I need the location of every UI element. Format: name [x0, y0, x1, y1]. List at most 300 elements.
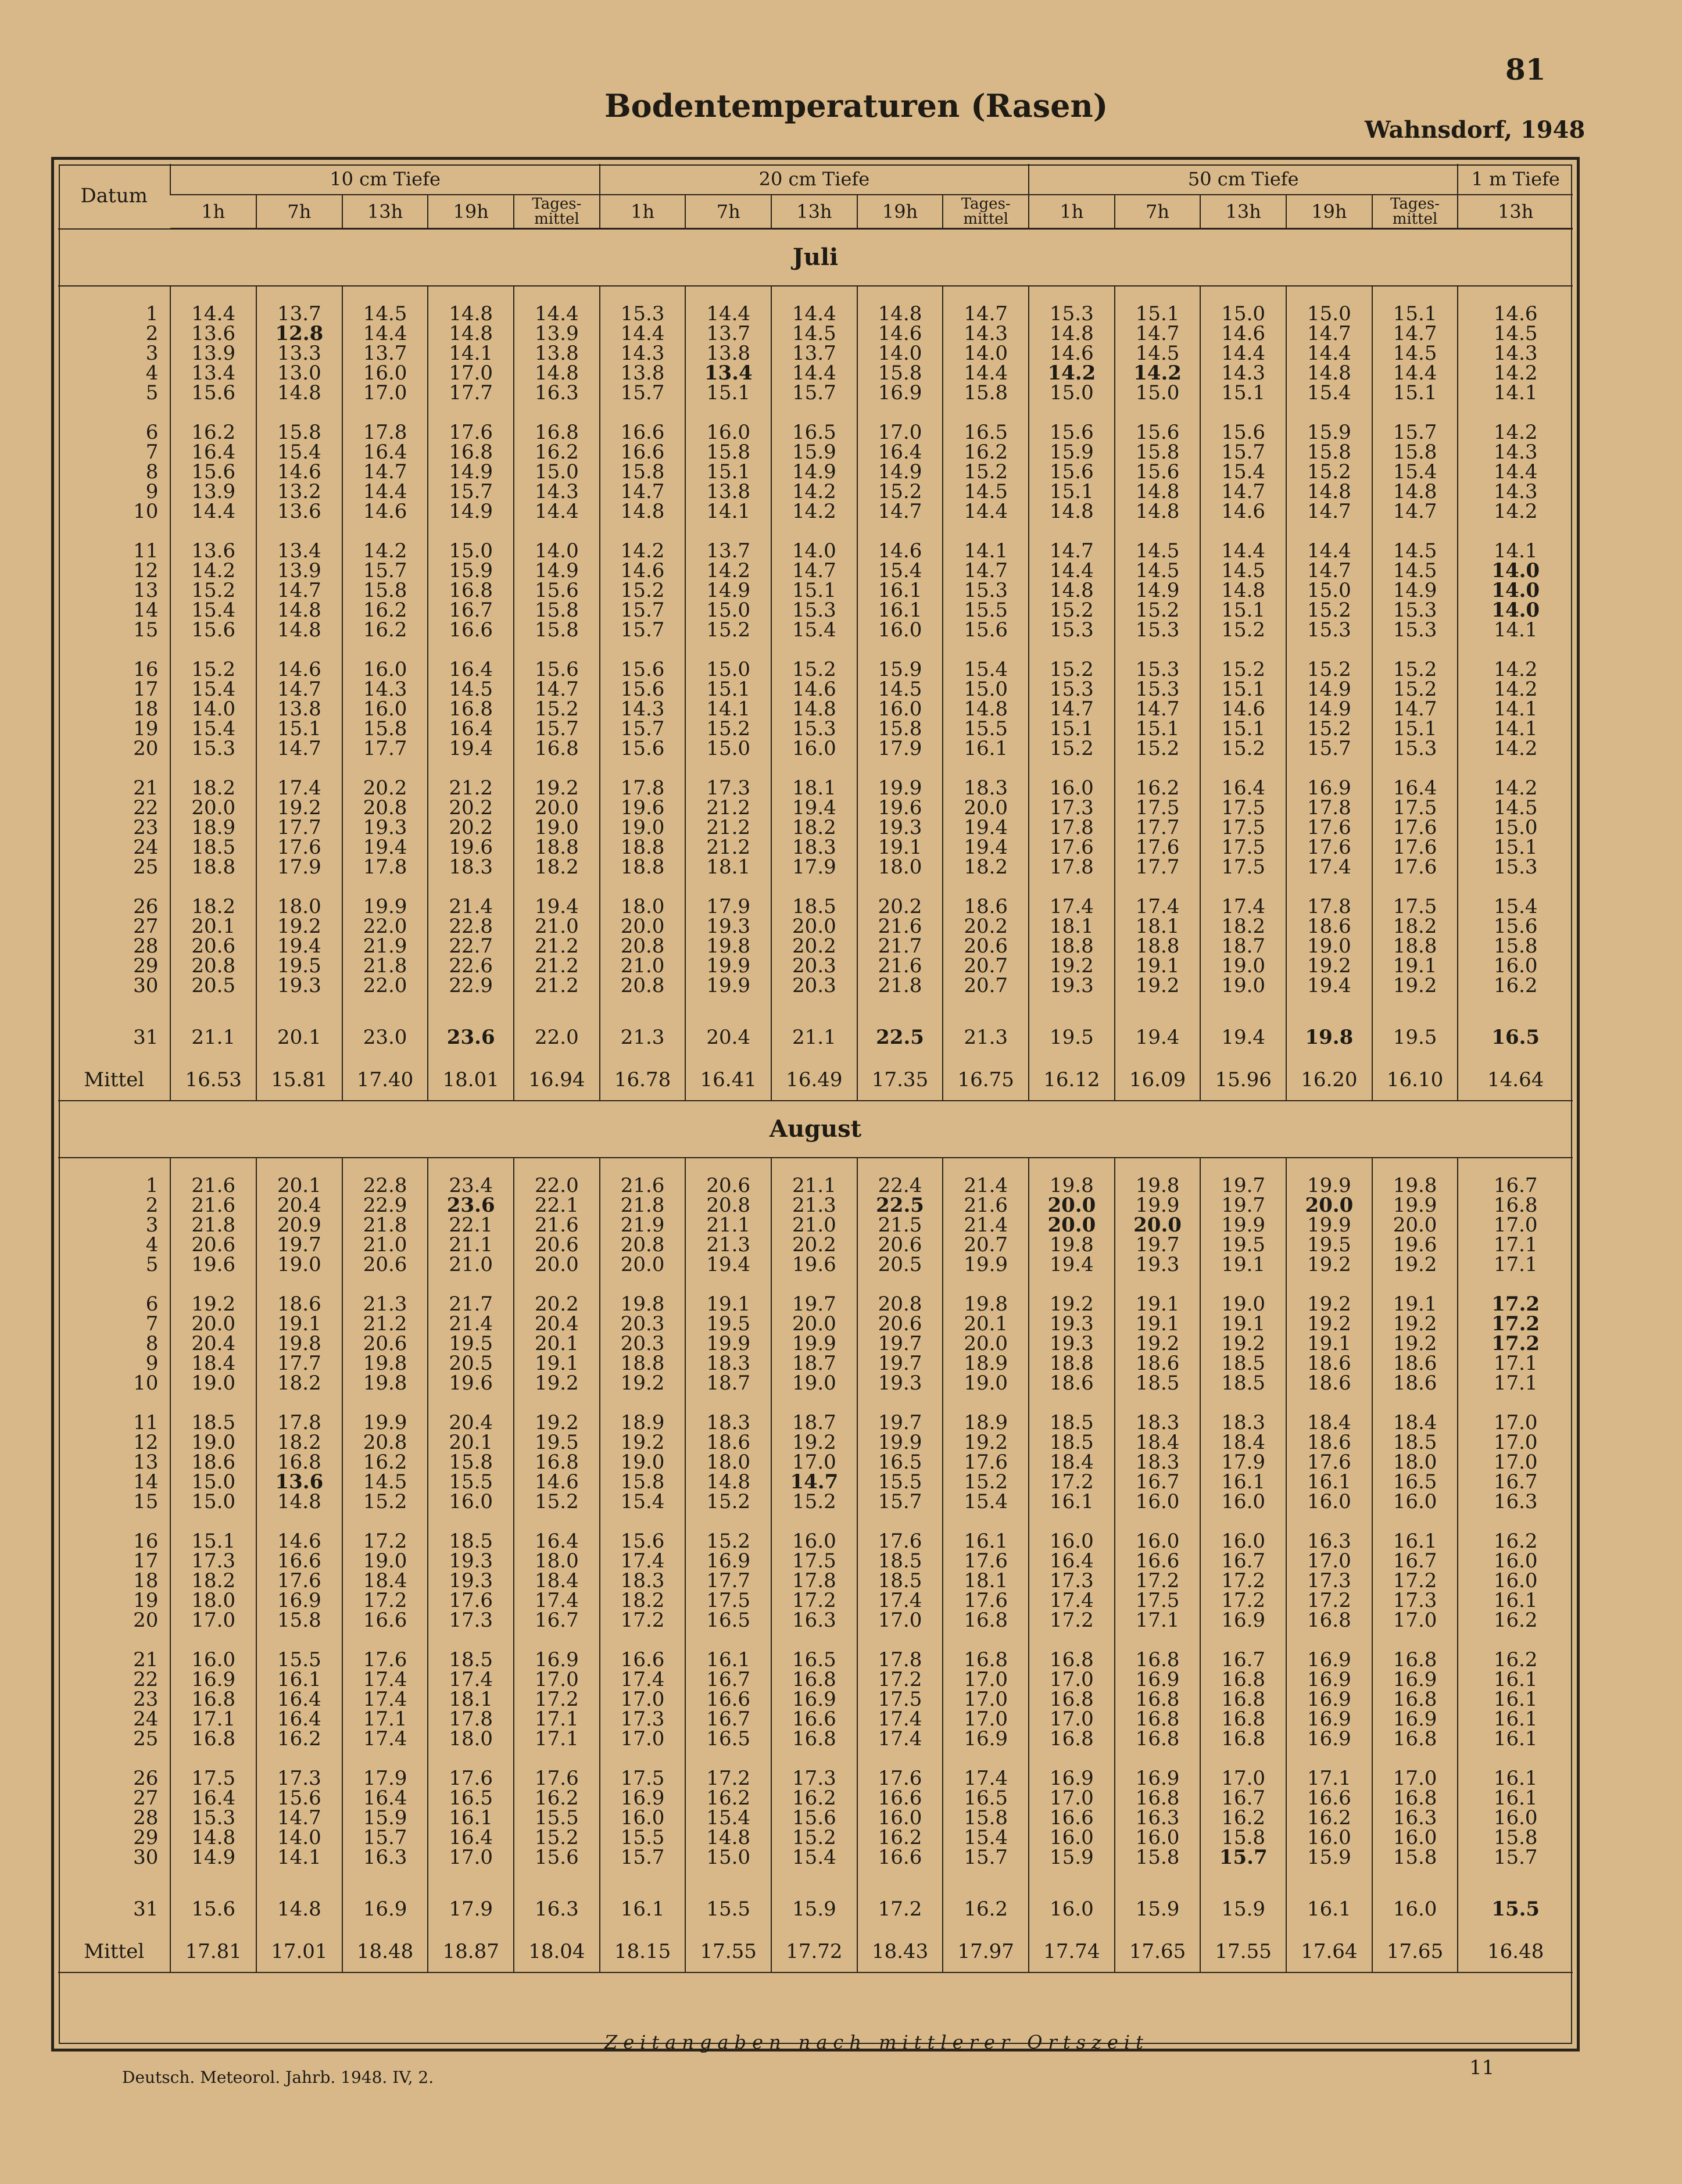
value-cell: 16.0	[342, 363, 428, 383]
mittel-row	[58, 1059, 1573, 1101]
value-cell: 17.6	[943, 1551, 1029, 1571]
value-cell: 16.0	[1458, 1808, 1573, 1828]
mittel-cell: 15.81	[256, 1059, 342, 1101]
value-cell: 16.5	[857, 1452, 943, 1472]
value-cell: 19.7	[1115, 1235, 1201, 1255]
value-cell: 15.0	[170, 1472, 256, 1492]
value-cell: 16.5	[1458, 1015, 1573, 1059]
value-cell: 17.6	[943, 1452, 1029, 1472]
value-cell: 14.7	[600, 482, 686, 502]
value-cell: 17.4	[342, 1670, 428, 1689]
value-cell: 17.2	[685, 1768, 771, 1788]
value-cell: 17.6	[857, 1768, 943, 1788]
value-cell: 14.4	[1200, 541, 1286, 561]
value-cell: 21.9	[342, 936, 428, 956]
value-cell: 17.8	[1286, 798, 1372, 818]
value-cell: 15.2	[943, 1472, 1029, 1492]
value-cell: 19.5	[1286, 1235, 1372, 1255]
value-cell: 17.7	[428, 383, 514, 403]
date-cell: 14	[133, 1470, 159, 1494]
value-cell: 18.5	[1200, 1354, 1286, 1373]
value-cell: 17.3	[256, 1768, 342, 1788]
value-cell: 18.5	[1029, 1433, 1115, 1452]
value-cell: 22.5	[857, 1195, 943, 1215]
value-cell: 22.5	[857, 1015, 943, 1059]
value-cell: 16.0	[1200, 1492, 1286, 1512]
value-cell: 21.2	[514, 936, 600, 956]
table-row	[58, 482, 1573, 502]
value-cell: 18.2	[600, 1591, 686, 1610]
value-cell: 16.9	[1286, 1650, 1372, 1670]
value-cell: 17.5	[1200, 837, 1286, 857]
value-cell: 19.3	[428, 1571, 514, 1591]
value-cell: 19.4	[1115, 1015, 1201, 1059]
value-cell: 14.0	[1458, 600, 1573, 620]
value-cell: 16.7	[685, 1709, 771, 1729]
value-cell: 17.2	[1458, 1334, 1573, 1354]
value-cell: 17.8	[771, 1571, 857, 1591]
value-cell: 15.4	[943, 660, 1029, 679]
value-cell: 21.3	[771, 1195, 857, 1215]
gap-row	[58, 1630, 1573, 1650]
value-cell: 20.2	[943, 916, 1029, 936]
table-row	[58, 897, 1573, 916]
value-cell: 14.5	[943, 482, 1029, 502]
value-cell: 16.1	[1458, 1768, 1573, 1788]
month-heading-row	[58, 1101, 1573, 1158]
value-cell: 18.2	[256, 1433, 342, 1452]
value-cell: 19.3	[256, 976, 342, 996]
value-cell: 14.9	[685, 581, 771, 600]
value-cell: 16.3	[342, 1848, 428, 1867]
value-cell: 19.3	[1029, 976, 1115, 996]
value-cell: 17.0	[943, 1709, 1029, 1729]
value-cell: 17.9	[342, 1768, 428, 1788]
value-cell: 17.9	[857, 739, 943, 758]
value-cell: 19.2	[1200, 1334, 1286, 1354]
table-row	[58, 837, 1573, 857]
value-cell: 14.6	[1200, 324, 1286, 343]
value-cell: 17.2	[514, 1689, 600, 1709]
station-label: Wahnsdorf, 1948	[1365, 116, 1586, 144]
value-cell: 19.5	[428, 1334, 514, 1354]
value-cell: 14.7	[1286, 561, 1372, 581]
value-cell: 20.4	[428, 1413, 514, 1433]
date-cell: 18	[133, 1569, 159, 1592]
value-cell: 17.6	[1029, 837, 1115, 857]
value-cell: 15.8	[857, 719, 943, 739]
value-cell: 19.2	[1286, 1294, 1372, 1314]
value-cell: 17.4	[943, 1768, 1029, 1788]
value-cell: 15.4	[771, 620, 857, 640]
value-cell: 15.9	[342, 1808, 428, 1828]
value-cell: 17.1	[1458, 1354, 1573, 1373]
value-cell: 17.5	[170, 1768, 256, 1788]
value-cell: 19.2	[1372, 1334, 1458, 1354]
value-cell: 15.0	[1115, 383, 1201, 403]
date-cell: 12	[133, 1431, 159, 1454]
date-cell: 2	[145, 1194, 159, 1217]
value-cell: 19.1	[857, 837, 943, 857]
mittel-cell: 14.64	[1458, 1059, 1573, 1101]
table-row	[58, 1294, 1573, 1314]
value-cell: 18.9	[943, 1413, 1029, 1433]
value-cell: 20.0	[943, 798, 1029, 818]
gap-row	[58, 521, 1573, 541]
value-cell: 19.0	[771, 1373, 857, 1393]
value-cell: 14.6	[1458, 304, 1573, 324]
value-cell: 15.7	[1372, 423, 1458, 442]
table-row	[58, 363, 1573, 383]
value-cell: 16.0	[1115, 1531, 1201, 1551]
value-cell: 15.8	[428, 1452, 514, 1472]
value-cell: 15.8	[1458, 936, 1573, 956]
value-cell: 15.2	[1372, 660, 1458, 679]
value-cell: 14.5	[1372, 561, 1458, 581]
value-cell: 19.2	[1115, 976, 1201, 996]
table-row	[58, 1373, 1573, 1393]
value-cell: 18.6	[1286, 1354, 1372, 1373]
group-header-50cm: 50 cm Tiefe	[1029, 164, 1458, 195]
value-cell: 17.2	[1200, 1591, 1286, 1610]
table-row	[58, 1571, 1573, 1591]
value-cell: 17.7	[685, 1571, 771, 1591]
value-cell: 15.3	[170, 739, 256, 758]
value-cell: 17.4	[600, 1670, 686, 1689]
value-cell: 16.9	[943, 1729, 1029, 1749]
value-cell: 16.9	[1286, 1689, 1372, 1709]
value-cell: 20.8	[600, 976, 686, 996]
value-cell: 18.2	[1372, 916, 1458, 936]
value-cell: 14.1	[1458, 383, 1573, 403]
date-cell: 13	[133, 1451, 159, 1474]
value-cell: 19.9	[857, 1433, 943, 1452]
value-cell: 16.9	[514, 1650, 600, 1670]
value-cell: 15.8	[1115, 442, 1201, 462]
value-cell: 16.8	[1115, 1709, 1201, 1729]
value-cell: 16.3	[1115, 1808, 1201, 1828]
value-cell: 16.1	[256, 1670, 342, 1689]
table-row	[58, 1215, 1573, 1235]
value-cell: 14.6	[1029, 343, 1115, 363]
value-cell: 14.8	[600, 502, 686, 521]
value-cell: 15.3	[1372, 739, 1458, 758]
value-cell: 14.7	[1200, 482, 1286, 502]
value-cell: 19.1	[1286, 1334, 1372, 1354]
value-cell: 13.6	[170, 324, 256, 343]
value-cell: 19.5	[256, 956, 342, 976]
value-cell: 14.7	[1372, 699, 1458, 719]
value-cell: 22.4	[857, 1176, 943, 1195]
value-cell: 17.0	[1029, 1670, 1115, 1689]
table-row	[58, 541, 1573, 561]
page-number: 81	[1505, 52, 1546, 87]
value-cell: 16.8	[1115, 1729, 1201, 1749]
value-cell: 20.1	[943, 1314, 1029, 1334]
value-cell: 15.9	[1286, 1848, 1372, 1867]
value-cell: 14.9	[1115, 581, 1201, 600]
value-cell: 17.9	[771, 857, 857, 877]
value-cell: 15.4	[857, 561, 943, 581]
value-cell: 18.6	[1286, 916, 1372, 936]
value-cell: 13.7	[342, 343, 428, 363]
value-cell: 19.4	[943, 818, 1029, 837]
value-cell: 16.1	[600, 1887, 686, 1931]
value-cell: 20.3	[600, 1314, 686, 1334]
value-cell: 14.8	[428, 324, 514, 343]
value-cell: 19.5	[685, 1314, 771, 1334]
value-cell: 15.5	[600, 1828, 686, 1848]
value-cell: 13.8	[685, 343, 771, 363]
mittel-cell: 17.40	[342, 1059, 428, 1101]
value-cell: 19.3	[685, 916, 771, 936]
value-cell: 15.4	[170, 600, 256, 620]
mittel-cell: 18.15	[600, 1931, 686, 1972]
value-cell: 15.9	[1115, 1887, 1201, 1931]
value-cell: 13.3	[256, 343, 342, 363]
value-cell: 16.5	[771, 423, 857, 442]
table-row	[58, 1314, 1573, 1334]
value-cell: 21.9	[600, 1215, 686, 1235]
value-cell: 15.2	[342, 1492, 428, 1512]
value-cell: 14.4	[170, 304, 256, 324]
table-row	[58, 1768, 1573, 1788]
value-cell: 21.2	[342, 1314, 428, 1334]
value-cell: 14.6	[256, 660, 342, 679]
value-cell: 17.5	[1115, 798, 1201, 818]
value-cell: 15.8	[342, 719, 428, 739]
mittel-cell: 16.12	[1029, 1059, 1115, 1101]
value-cell: 14.8	[1029, 502, 1115, 521]
date-cell: 3	[145, 342, 159, 365]
source-citation: Deutsch. Meteorol. Jahrb. 1948. IV, 2.	[122, 2068, 434, 2087]
value-cell: 15.8	[256, 1610, 342, 1630]
table-row	[58, 1729, 1573, 1749]
value-cell: 20.2	[342, 778, 428, 798]
value-cell: 19.9	[1372, 1195, 1458, 1215]
value-cell: 19.0	[600, 1452, 686, 1472]
value-cell: 19.3	[428, 1551, 514, 1571]
value-cell: 17.5	[1200, 857, 1286, 877]
value-cell: 22.8	[342, 1176, 428, 1195]
value-cell: 19.4	[256, 936, 342, 956]
value-cell: 14.5	[1458, 798, 1573, 818]
value-cell: 16.5	[943, 1788, 1029, 1808]
value-cell: 18.3	[685, 1354, 771, 1373]
value-cell: 14.7	[256, 679, 342, 699]
value-cell: 14.1	[685, 699, 771, 719]
value-cell: 15.4	[943, 1492, 1029, 1512]
value-cell: 14.7	[1115, 324, 1201, 343]
value-cell: 16.0	[771, 1531, 857, 1551]
value-cell: 16.4	[256, 1689, 342, 1709]
value-cell: 15.6	[514, 1848, 600, 1867]
table-row	[58, 343, 1573, 363]
date-cell: 9	[145, 1352, 159, 1375]
value-cell: 18.2	[1200, 916, 1286, 936]
value-cell: 16.0	[857, 699, 943, 719]
value-cell: 16.9	[1286, 1670, 1372, 1689]
value-cell: 19.2	[600, 1373, 686, 1393]
value-cell: 15.5	[428, 1472, 514, 1492]
value-cell: 17.0	[1458, 1433, 1573, 1452]
value-cell: 18.6	[1286, 1433, 1372, 1452]
value-cell: 14.5	[1372, 343, 1458, 363]
value-cell: 15.2	[1286, 660, 1372, 679]
value-cell: 20.9	[256, 1215, 342, 1235]
table-row	[58, 976, 1573, 996]
value-cell: 19.3	[1029, 1334, 1115, 1354]
date-cell: 20	[133, 737, 159, 760]
value-cell: 21.0	[771, 1215, 857, 1235]
value-cell: 16.9	[1372, 1670, 1458, 1689]
value-cell: 18.5	[1115, 1373, 1201, 1393]
date-cell: 26	[133, 895, 159, 918]
date-cell: 18	[133, 697, 159, 721]
hour-header: 19h	[857, 195, 943, 229]
value-cell: 15.3	[1029, 304, 1115, 324]
value-cell: 18.3	[1115, 1413, 1201, 1433]
value-cell: 14.0	[514, 541, 600, 561]
date-cell: 16	[133, 658, 159, 681]
value-cell: 14.7	[1372, 502, 1458, 521]
time-note: Zeitangaben nach mittlerer Ortszeit	[604, 2031, 1149, 2053]
value-cell: 17.8	[1286, 897, 1372, 916]
value-cell: 18.5	[857, 1571, 943, 1591]
value-cell: 14.4	[600, 324, 686, 343]
value-cell: 15.3	[600, 304, 686, 324]
mittel-cell: 16.94	[514, 1059, 600, 1101]
value-cell: 15.1	[1200, 679, 1286, 699]
date-cell: 28	[133, 1806, 159, 1829]
mittel-cell: 18.04	[514, 1931, 600, 1972]
value-cell: 19.8	[1029, 1176, 1115, 1195]
date-cell: 30	[133, 974, 159, 997]
value-cell: 15.6	[600, 679, 686, 699]
value-cell: 15.8	[514, 600, 600, 620]
value-cell: 21.1	[685, 1215, 771, 1235]
mittel-cell: 16.20	[1286, 1059, 1372, 1101]
value-cell: 14.0	[1458, 581, 1573, 600]
value-cell: 17.0	[1286, 1551, 1372, 1571]
value-cell: 16.2	[1458, 1650, 1573, 1670]
value-cell: 14.5	[1115, 541, 1201, 561]
value-cell: 15.9	[428, 561, 514, 581]
value-cell: 15.8	[1372, 1848, 1458, 1867]
mittel-cell: 16.48	[1458, 1931, 1573, 1972]
value-cell: 19.9	[342, 897, 428, 916]
value-cell: 15.2	[1115, 739, 1201, 758]
value-cell: 19.3	[1029, 1314, 1115, 1334]
value-cell: 21.8	[600, 1195, 686, 1215]
value-cell: 20.6	[170, 936, 256, 956]
value-cell: 19.8	[1372, 1176, 1458, 1195]
table-row	[58, 620, 1573, 640]
value-cell: 17.3	[428, 1610, 514, 1630]
value-cell: 19.4	[514, 897, 600, 916]
value-cell: 20.3	[771, 956, 857, 976]
table-row	[58, 442, 1573, 462]
value-cell: 15.1	[685, 383, 771, 403]
value-cell: 19.2	[514, 778, 600, 798]
value-cell: 18.6	[943, 897, 1029, 916]
value-cell: 16.8	[256, 1452, 342, 1472]
value-cell: 19.8	[600, 1294, 686, 1314]
value-cell: 18.0	[1372, 1452, 1458, 1472]
value-cell: 14.6	[857, 324, 943, 343]
value-cell: 19.0	[170, 1433, 256, 1452]
value-cell: 19.2	[256, 798, 342, 818]
table-row	[58, 857, 1573, 877]
value-cell: 19.9	[943, 1255, 1029, 1274]
value-cell: 19.4	[1200, 1015, 1286, 1059]
date-cell: 16	[133, 1530, 159, 1553]
value-cell: 14.8	[1115, 502, 1201, 521]
value-cell: 15.4	[1372, 462, 1458, 482]
value-cell: 14.8	[256, 620, 342, 640]
value-cell: 16.8	[1458, 1195, 1573, 1215]
table-row	[58, 1591, 1573, 1610]
date-cell: 5	[145, 1253, 159, 1276]
value-cell: 15.1	[1115, 304, 1201, 324]
value-cell: 14.3	[1200, 363, 1286, 383]
value-cell: 16.8	[1029, 1729, 1115, 1749]
table-row	[58, 1709, 1573, 1729]
value-cell: 21.6	[857, 916, 943, 936]
mittel-cell: 17.55	[685, 1931, 771, 1972]
date-cell: 3	[145, 1213, 159, 1237]
value-cell: 15.0	[1286, 581, 1372, 600]
value-cell: 21.6	[943, 1195, 1029, 1215]
value-cell: 20.8	[857, 1294, 943, 1314]
date-cell: 22	[133, 796, 159, 819]
value-cell: 17.6	[1372, 857, 1458, 877]
value-cell: 17.8	[342, 857, 428, 877]
value-cell: 16.2	[771, 1788, 857, 1808]
value-cell: 20.8	[170, 956, 256, 976]
value-cell: 19.6	[428, 837, 514, 857]
value-cell: 22.0	[342, 976, 428, 996]
value-cell: 16.1	[1286, 1887, 1372, 1931]
table-row	[58, 1689, 1573, 1709]
value-cell: 14.8	[256, 1492, 342, 1512]
value-cell: 14.3	[1458, 442, 1573, 462]
value-cell: 15.2	[857, 482, 943, 502]
value-cell: 14.6	[256, 1531, 342, 1551]
value-cell: 19.1	[1200, 1255, 1286, 1274]
date-cell: 31	[133, 1897, 159, 1921]
value-cell: 13.0	[256, 363, 342, 383]
value-cell: 17.3	[1372, 1591, 1458, 1610]
value-cell: 16.4	[342, 1788, 428, 1808]
value-cell: 18.7	[771, 1413, 857, 1433]
value-cell: 17.4	[342, 1729, 428, 1749]
value-cell: 18.3	[600, 1571, 686, 1591]
value-cell: 17.2	[857, 1670, 943, 1689]
value-cell: 17.2	[1115, 1571, 1201, 1591]
value-cell: 14.8	[256, 383, 342, 403]
value-cell: 20.1	[170, 916, 256, 936]
value-cell: 18.4	[1200, 1433, 1286, 1452]
value-cell: 14.5	[857, 679, 943, 699]
value-cell: 18.8	[170, 857, 256, 877]
date-cell: 25	[133, 1727, 159, 1750]
value-cell: 16.4	[857, 442, 943, 462]
value-cell: 15.9	[1029, 442, 1115, 462]
value-cell: 17.9	[1200, 1452, 1286, 1472]
value-cell: 14.2	[1458, 679, 1573, 699]
value-cell: 15.3	[1029, 620, 1115, 640]
